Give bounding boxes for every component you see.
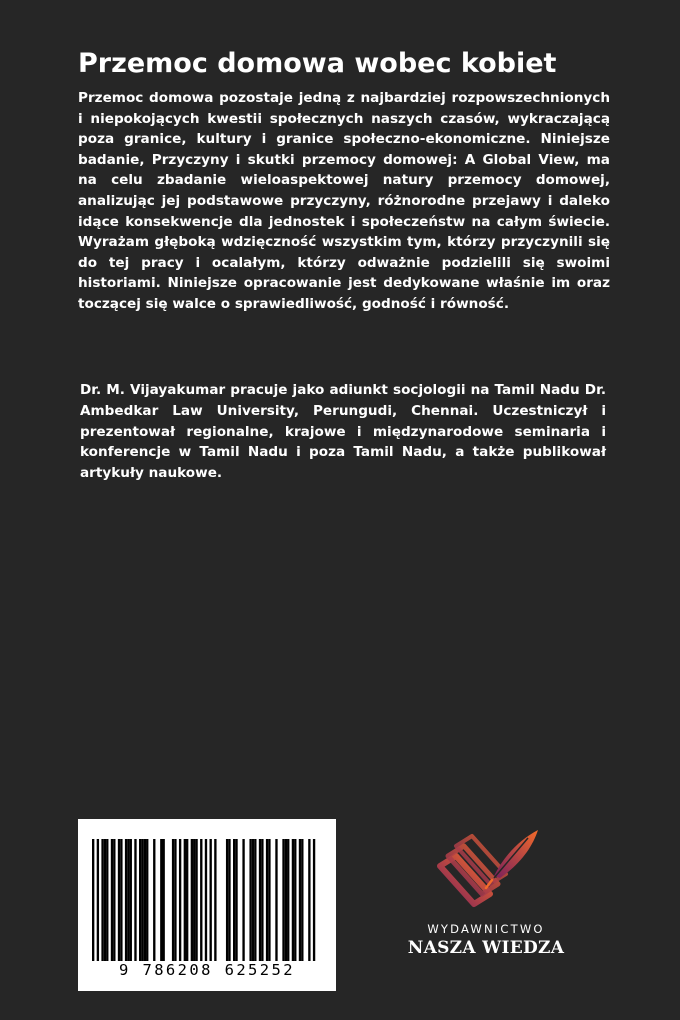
barcode-bar — [228, 839, 230, 961]
barcode-bar — [111, 839, 113, 961]
barcode-bar — [287, 839, 289, 961]
barcode-bar — [275, 839, 277, 961]
barcode-bar — [118, 839, 120, 961]
book-quill-icon — [434, 826, 544, 921]
barcode-bar — [254, 839, 256, 961]
barcode-bar — [134, 839, 136, 961]
barcode-bar — [266, 839, 268, 961]
barcode-bar — [174, 839, 176, 961]
barcode-bar — [186, 839, 188, 961]
barcode-bar — [285, 839, 287, 961]
barcode-bar — [146, 839, 148, 961]
barcode-bar — [101, 839, 103, 961]
barcode-bar — [125, 839, 127, 961]
barcode-bar — [130, 839, 132, 961]
barcode-bar — [97, 839, 99, 961]
barcode-bar — [141, 839, 143, 961]
author-bio: Dr. M. Vijayakumar pracuje jako adiunkt socjologii na Tamil Nadu Dr. Ambedkar Law University, Perungudi, Chennai. Uczestniczył i prezentował regionalne, krajowe i międzynarodowe seminaria i konferencje w Tamil Nadu i poza Tamil Nadu, a także publikował artykuły naukowe. — [80, 382, 606, 482]
barcode-bar — [301, 839, 303, 961]
barcode-bar — [313, 839, 315, 961]
book-description: Przemoc domowa pozostaje jedną z najbardziej rozpowszechnionych i niepokojących kwestii społecznych naszych czasów, wykraczającą poza granice, kultury i granice społeczno-ekonomiczne. Niniejsze badanie, Przyczyny i skutki przemocy domowej: A Global View, ma na celu zbadanie wieloaspektowej natury przemocy domowej, analizując jej podstawowe przyczyny, różnorodne przejawy i daleko idące konsekwencje dla jednostek i społeczeństw na całym świecie. Wyrażam głęboką wdzięczność wszystkim tym, którzy przyczynili się do tej pracy i ocalałym, którzy odważnie podzielili się swoimi historiami. Niniejsze opracowanie jest dedykowane właśnie im oraz toczącej się walce o sprawiedliwość, godność i równość. — [78, 90, 610, 312]
barcode-bar — [233, 839, 235, 961]
barcode — [78, 819, 336, 991]
barcode-bar — [282, 839, 284, 961]
barcode-bar — [160, 839, 162, 961]
barcode-bar — [127, 839, 129, 961]
barcode-bar — [299, 839, 301, 961]
barcode-bar — [200, 839, 202, 961]
barcode-bar — [308, 839, 310, 961]
barcode-bar — [139, 839, 141, 961]
barcode-bar — [268, 839, 270, 961]
barcode-bar — [205, 839, 207, 961]
barcode-bar — [292, 839, 294, 961]
barcode-bar — [249, 839, 251, 961]
barcode-bar — [120, 839, 122, 961]
isbn-number: 9 786208 625252 — [119, 961, 295, 979]
barcode-bar — [113, 839, 115, 961]
barcode-bar — [92, 839, 94, 961]
barcode-bar — [191, 839, 193, 961]
barcode-bar — [259, 839, 261, 961]
book-title: Przemoc domowa wobec kobiet — [78, 48, 557, 79]
barcode-bar — [144, 839, 146, 961]
barcode-bar — [242, 839, 244, 961]
barcode-bar — [235, 839, 237, 961]
barcode-bar — [106, 839, 108, 961]
barcode-bar — [184, 839, 186, 961]
barcode-bar — [179, 839, 181, 961]
publisher-logo — [396, 822, 576, 962]
barcode-bar — [294, 839, 296, 961]
publisher-name-line2: NASZA WIEDZA — [407, 938, 565, 958]
publisher-name-line1: WYDAWNICTWO — [427, 922, 545, 936]
barcode-bar — [226, 839, 228, 961]
barcode-bar — [261, 839, 263, 961]
barcode-bar — [214, 839, 216, 961]
barcode-bar — [153, 839, 155, 961]
barcode-bar — [210, 839, 212, 961]
barcode-bar — [193, 839, 195, 961]
barcode-bar — [104, 839, 106, 961]
barcode-bar — [252, 839, 254, 961]
barcode-bar — [195, 839, 197, 961]
barcode-bar — [172, 839, 174, 961]
barcode-bar — [163, 839, 165, 961]
